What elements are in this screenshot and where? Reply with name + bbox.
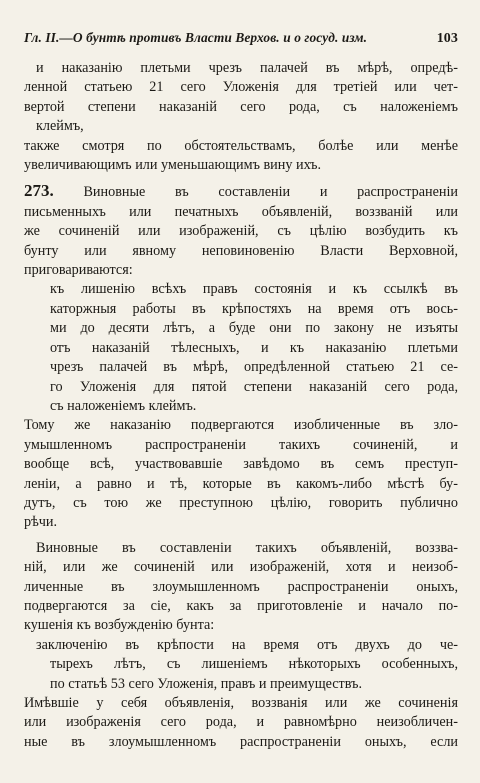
text-line: тырехъ лѣтъ, съ лишеніемъ нѣкоторыхъ особенныхъ, <box>50 656 458 673</box>
header-title: Гл. II.—О бунтѣ противъ Власти Верхов. и о госуд. изм. <box>24 30 368 45</box>
section-number: 273. <box>24 181 54 201</box>
text-line: клеймъ, <box>36 118 84 135</box>
body-text <box>24 59 458 752</box>
text-line: ми до десяти лѣтъ, а буде они по закону не изъяты <box>50 320 458 337</box>
text-line: заключенію въ крѣпости на время отъ двухъ до че- <box>36 636 458 653</box>
text-line: ные въ злоумышленномъ распространеніи оныхъ, если <box>24 733 458 750</box>
text-line: или изображенія сего рода, и равномѣрно неизобличен- <box>24 714 458 731</box>
text-line: леніи, а равно и тѣ, которые въ какомъ-либо мѣстѣ бу- <box>24 475 458 492</box>
text-line: дутъ, съ тою же преступною цѣлію, говорить публично <box>24 494 458 511</box>
text-line: ленной статьею 21 сего Уложенія для третіей или чет- <box>24 79 458 96</box>
text-line: увеличивающимъ или уменьшающимъ вину ихъ. <box>24 157 322 174</box>
text-line: Тому же наказанію подвергаются изобличенные въ зло- <box>24 417 458 434</box>
text-line: вертой степени наказаній сего рода, съ наложеніемъ <box>24 98 458 115</box>
text-line: подвергаются за сіе, какъ за приготовленіе и начало по- <box>24 597 458 614</box>
page-number: 103 <box>436 31 458 46</box>
text-line: письменныхъ или печатныхъ объявленій, воззваній или <box>24 203 458 220</box>
text-line: вообще всѣ, участвовавшіе завѣдомо въ семъ преступ- <box>24 456 458 473</box>
text-line: также смотря по обстоятельствамъ, болѣе или менѣе <box>24 137 458 154</box>
text-line: къ лишенію всѣхъ правъ состоянія и къ ссылкѣ въ <box>50 281 458 298</box>
text-line: же сочиненій или изображеній, съ цѣлію возбудить къ <box>24 223 458 240</box>
text-line: го Уложенія для пятой степени наказаній сего рода, <box>50 378 458 395</box>
text-line: Виновные въ составленіи и распространеніи <box>83 184 459 201</box>
text-line: отъ наказаній тѣлесныхъ, и къ наказанію плетьми <box>50 339 458 356</box>
text-line: по статьѣ 53 сего Уложенія, правъ и преимуществъ. <box>50 675 362 692</box>
text-line: бунту или явному неповиновенію Власти Верховной, <box>24 242 458 259</box>
text-line: рѣчи. <box>24 514 58 531</box>
text-line: личенные въ злоумышленномъ распространеніи оныхъ, <box>24 578 458 595</box>
text-line: приговариваются: <box>24 262 133 279</box>
text-line: и наказанію плетьми чрезъ палачей въ мѣрѣ, опредѣ- <box>36 60 458 76</box>
text-line: Имѣвшіе у себя объявленія, воззванія или же сочиненія <box>24 695 458 711</box>
text-line: умышленномъ распространеніи такихъ сочиненій, и <box>24 436 458 453</box>
text-line: Виновные въ составленіи такихъ объявленій, воззва- <box>36 539 458 556</box>
text-line: кушенія къ возбужденію бунта: <box>24 617 215 634</box>
text-line: ній, или же сочиненій или изображеній, хотя и неизоб- <box>24 559 458 576</box>
text-line: чрезъ палачей въ мѣрѣ, опредѣленной статьею 21 се- <box>50 359 458 376</box>
text-line: съ наложеніемъ клеймъ. <box>50 397 197 414</box>
text-line: каторжныя работы въ крѣпостяхъ на время отъ вось- <box>50 300 458 317</box>
running-header <box>24 30 458 47</box>
article-first-line <box>24 181 458 202</box>
